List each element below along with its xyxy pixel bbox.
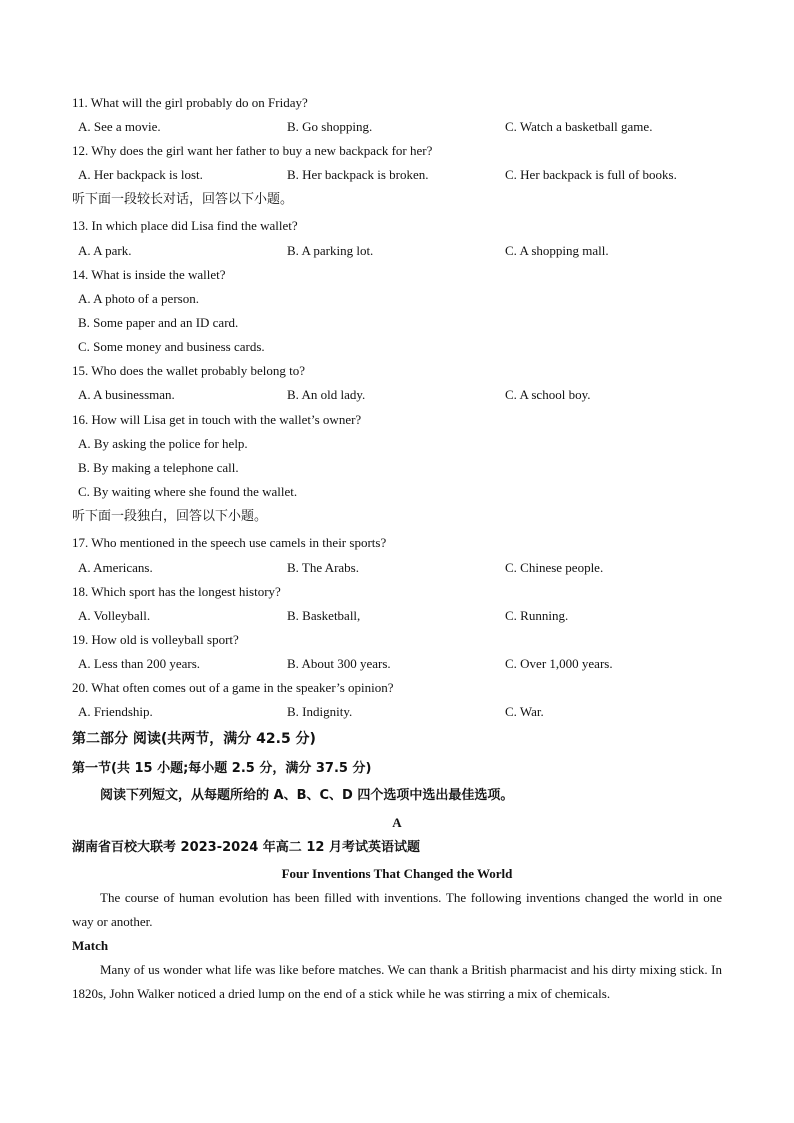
option-19b: B. About 300 years. [287,656,391,671]
reading-directions: 阅读下列短文，从每题所给的 A、B、C、D 四个选项中选出最佳选项。 [100,788,514,803]
question-16: 16. How will Lisa get in touch with the wallet’s owner? [72,412,362,427]
passage-letter: A [392,815,402,830]
option-16b: B. By making a telephone call. [78,460,239,475]
option-15b: B. An old lady. [287,387,366,402]
question-18: 18. Which sport has the longest history? [72,584,281,599]
question-15: 15. Who does the wallet probably belong to? [72,363,305,378]
option-11c: C. Watch a basketball game. [505,119,653,134]
option-17c: C. Chinese people. [505,560,604,575]
instruction-long-dialogue: 听下面一段较长对话，回答以下小题。 [72,192,294,207]
option-12c: C. Her backpack is full of books. [505,167,677,182]
option-14b: B. Some paper and an ID card. [78,315,239,330]
option-20c: C. War. [505,704,544,719]
question-13: 13. In which place did Lisa find the wallet? [72,218,298,233]
passage-title: Four Inventions That Changed the World [281,866,513,881]
match-subheading: Match [72,938,109,953]
option-14c: C. Some money and business cards. [78,339,265,354]
intro-paragraph: The course of human evolution has been filled with inventions. The following inventions changed the world in one way or another. [72,890,722,929]
option-20b: B. Indignity. [287,704,353,719]
option-11a: A. See a movie. [78,119,161,134]
option-19a: A. Less than 200 years. [78,656,201,671]
option-12a: A. Her backpack is lost. [78,167,203,182]
option-15a: A. A businessman. [78,387,175,402]
option-18c: C. Running. [505,608,569,623]
part2-heading: 第二部分 阅读(共两节，满分 42.5 分) [72,731,316,747]
option-13a: A. A park. [78,243,132,258]
option-17b: B. The Arabs. [287,560,359,575]
option-18b: B. Basketball, [287,608,361,623]
option-17a: A. Americans. [78,560,153,575]
option-12b: B. Her backpack is broken. [287,167,429,182]
exam-source: 湖南省百校大联考 2023-2024 年高二 12 月考试英语试题 [72,840,420,855]
option-19c: C. Over 1,000 years. [505,656,613,671]
question-11: 11. What will the girl probably do on Friday? [72,95,308,110]
option-14a: A. A photo of a person. [78,291,199,306]
question-14: 14. What is inside the wallet? [72,267,226,282]
option-16c: C. By waiting where she found the wallet. [78,484,298,499]
question-17: 17. Who mentioned in the speech use camels in their sports? [72,535,387,550]
option-13b: B. A parking lot. [287,243,374,258]
option-20a: A. Friendship. [78,704,153,719]
match-paragraph: Many of us wonder what life was like before matches. We can thank a British pharmacist and his dirty mixing stick. In 1820s, John Walker noticed a dried lump on the end of a stick while he was stirring a mix of chemicals. [72,962,722,1001]
section1-heading: 第一节(共 15 小题;每小题 2.5 分，满分 37.5 分) [72,761,372,776]
option-11b: B. Go shopping. [287,119,373,134]
option-16a: A. By asking the police for help. [78,436,248,451]
option-15c: C. A school boy. [505,387,591,402]
question-19: 19. How old is volleyball sport? [72,632,239,647]
question-20: 20. What often comes out of a game in the speaker’s opinion? [72,680,394,695]
instruction-monologue: 听下面一段独白，回答以下小题。 [72,509,268,524]
option-13c: C. A shopping mall. [505,243,609,258]
option-18a: A. Volleyball. [78,608,151,623]
question-12: 12. Why does the girl want her father to buy a new backpack for her? [72,143,433,158]
